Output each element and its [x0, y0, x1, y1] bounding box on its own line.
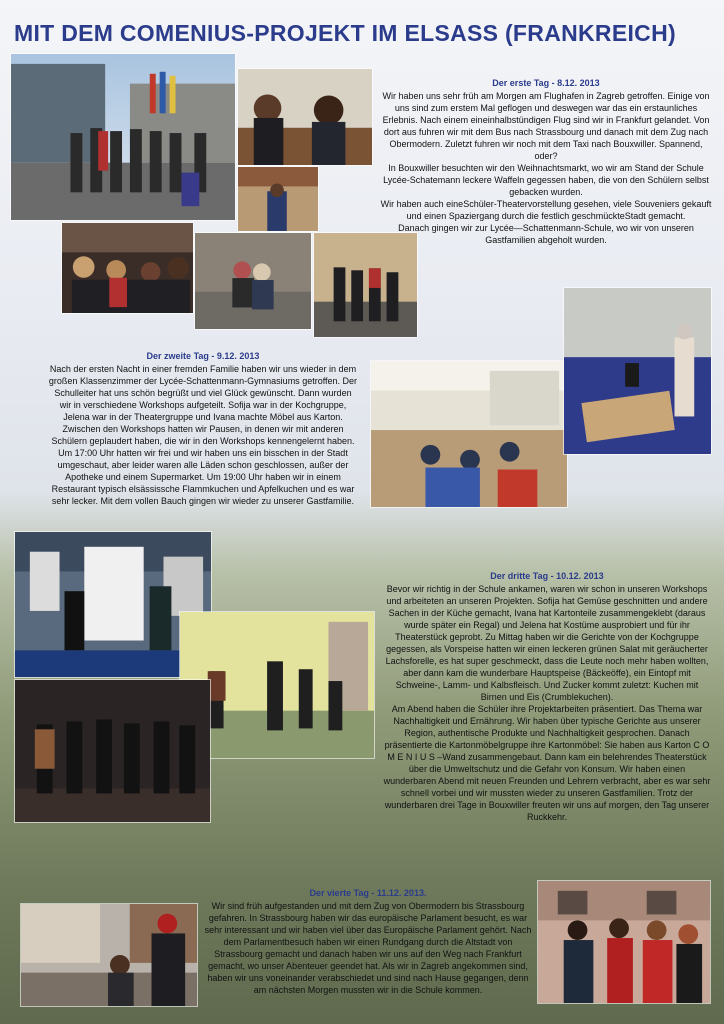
poster-title: MIT DEM COMENIUS-PROJEKT IM ELSASS (FRANKREICH): [14, 20, 676, 46]
girls-on-street-photo: [61, 222, 194, 314]
day3-paragraph: Bevor wir richtig in der Schule ankamen, waren wir schon in unseren Workshops und arbeiteten an unseren Projekten. Sofija hat Gemüse geschnitten und andere Sachen in der Küche gemacht, Ivana hat Kartonteile zusammengeklebt (daraus wurde später ein Regal) und Jelena hat Kostüme ausprobiert und für ihr Theaterstück geprobt. Zu Mittag haben wir die Gerichte von der Kochgruppe gegessen, als Vorspeise hatten wir einen leckeren grünen Salat mit geräucherter Lachsforelle, es hat super geschmeckt, dass die Leute noch mehr haben wollten, aber dann kam die wunderbare Hauptspeise (Bäckeöffe), ein Eintopf mit Schweine-, Lamm- und Kalbsfleisch. Und Zucker kommt zuletzt: Kuchen mit Birnen und Eis (Crumblekuchen).: [385, 584, 709, 702]
day3-text: [382, 570, 712, 823]
day1-text: [380, 77, 712, 246]
day1-paragraph: In Bouxwiller besuchten wir den Weihnachtsmarkt, wo wir am Stand der Schule Lycée-Schatemann leckere Waffeln gegessen haben, die von den Schülern selbst gebacken wurden.: [383, 163, 709, 197]
day3-heading: Der dritte Tag - 10.12. 2013: [490, 571, 604, 581]
day1-paragraph: Wir haben auch eineSchüler-Theatervorstellung gesehen, viele Souveniers gekauft und einen Spaziergang durch die festlich geschmückteStadt gemacht.: [380, 199, 712, 221]
day1-paragraph: Danach gingen wir zur Lycée—Schattenmann-Schule, wo wir von unseren Gastfamilien abgeholt wurden.: [398, 223, 694, 245]
group-walking-in-town-photo: [313, 232, 418, 338]
day4-paragraph: Wir sind früh aufgestanden und mit dem Zug von Obermodern bis Strassbourg gefahren. In Strassbourg haben wir das europäische Parlament besucht, es war sehr interessant und wir haben viel über das Europäische Parlament gehört. Nach dem Parlamentbesuch haben wir einen Rundgang durch die Altstadt von Strassbourg gemacht und danach haben wir uns auf den Weg nach Frankfurt gemacht, wo unser Abenteuer geendet hat. Als wir in Zagreb angekommen sind, haben wir uns voneinander verabschiedet und sind nach Hause gegangen, denn am nächsten Morgen mussten wir in die Schule kommen.: [204, 901, 532, 995]
cardboard-furniture-photo: [563, 287, 712, 455]
girls-at-christmas-market-photo: [237, 166, 319, 232]
day1-paragraph: Wir haben uns sehr früh am Morgen am Flughafen in Zagreb getroffen. Einige von uns sind zum erstem Mal geflogen und deswegen war das ein erstaunliches Erlebnis. Nach einem eineinhalbstündigen Flug sind wir in Frankfurt gelandet. Von dort aus fuhren wir mit dem Bus nach Strassbourg und danach mit dem Zug nach Obermodern. Zuletzt fuhren wir noch mit dem Taxi nach Bouxwiller. Spannend, oder?: [382, 91, 710, 161]
day4-heading: Der vierte Tag - 11.12. 2013.: [309, 888, 427, 898]
group-in-front-of-parliament-photo: [10, 53, 236, 221]
girls-in-strasbourg-old-town-photo: [20, 903, 198, 1007]
girls-in-cafe-photo: [237, 68, 373, 166]
day4-text: [203, 887, 533, 996]
day1-heading: Der erste Tag - 8.12. 2013: [492, 78, 600, 88]
day3-paragraph: Am Abend haben die Schüler ihre Projektarbeiten präsentiert. Das Thema war Nachhaltigkeit und Ernährung. Wir haben über typische Gerichte aus unserer Region, authentische Produkte und Nachhaltigkeit gesprochen. Danach präsentierte die Kartonmöbelgruppe ihre Kartonmöbel: Sie haben aus Karton C O M E N I U S –Wand zusammengebaut. Dann kam ein belehrendes Theaterstück über die Umweltschutz und die Gefahr von Konsum. Wir haben einen wunderbaren Abend mit neuen Freunden und Lehrern verbracht, aber es war sehr schnell vorbei und wir mussten wieder zu unseren Gastfamilien. Trotz der wunderbaren drei Tage in Bouxwiller freuten wir uns auf morgen, den Tag unserer Ruckkehr.: [383, 704, 711, 822]
workshop-classroom-photo: [370, 360, 568, 508]
day2-text: [48, 350, 358, 507]
girls-sitting-on-steps-photo: [194, 232, 312, 330]
girls-in-front-of-building-photo: [537, 880, 711, 1004]
day2-heading: Der zweite Tag - 9.12. 2013: [146, 351, 260, 361]
day2-paragraph: Zwischen den Workshops hatten wir Pausen, in denen wir mit anderen Schülern geplaudert haben, die wir in den Workshops kennengelernt haben. Um 17:00 Uhr hatten wir frei und wir haben uns ein bisschen in der Stadt umgeschaut, aber leider waren alle Läden schon geschlossen, außer der Apotheke und einem Supermarket. Um 19:00 Uhr haben wir in einem Restaurant typisch elsässissche Flammkuchen und Apfelkuchen und es war sehr lecker. Mit dem vollen Bauch gingen wir wieder zu unserer Gastfamilie.: [51, 424, 355, 506]
day2-paragraph: Nach der ersten Nacht in einer fremden Familie haben wir uns wieder in dem großen Klassenzimmer der Lycée-Schattenmann-Gymnasiums getroffen. Der Schulleiter hat uns schön begrüßt und viel Glück gewünscht. Dann wurden wir in verschiedene Workshops aufgeteilt. Sofija war in der Kochgruppe, Jelena war in der Theatergruppe und Ivana machte Möbel aus Karton.: [48, 364, 358, 422]
theatre-performance-photo: [14, 679, 211, 823]
